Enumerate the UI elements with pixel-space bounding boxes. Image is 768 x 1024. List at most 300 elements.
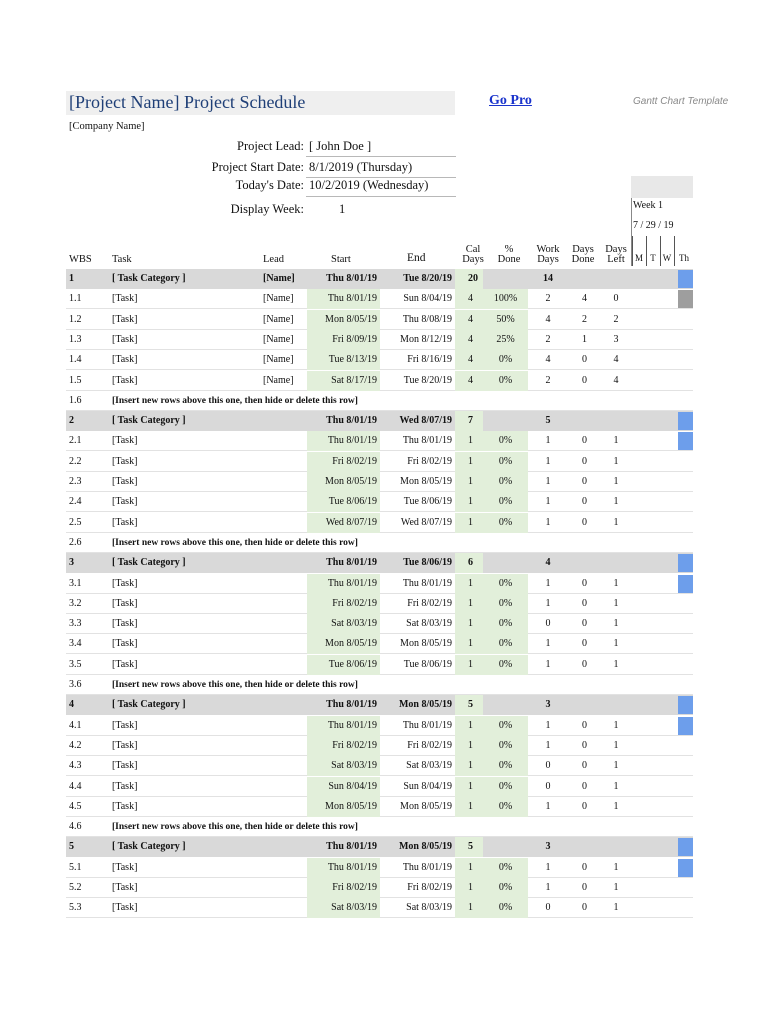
wbs-cell[interactable]: 5.2	[69, 882, 82, 893]
days-left-cell[interactable]: 1	[613, 719, 619, 731]
category-row[interactable]	[66, 269, 693, 289]
wbs-cell[interactable]: 4.4	[69, 780, 82, 792]
lead-cell[interactable]: [Name]	[263, 374, 294, 386]
end-date-cell[interactable]: Mon 8/05/19	[400, 638, 452, 650]
pct-done-cell[interactable]: 25%	[483, 330, 528, 350]
end-date-cell[interactable]: Thu 8/01/19	[402, 719, 452, 731]
days-left-cell[interactable]: 1	[613, 638, 619, 650]
wbs-cell[interactable]: 5.3	[69, 902, 82, 914]
days-left-cell[interactable]: 1	[613, 618, 619, 630]
pct-done-cell[interactable]: 0%	[483, 898, 528, 918]
task-cell[interactable]: [Task]	[112, 638, 138, 650]
start-date-cell[interactable]: Fri 8/09/19	[307, 330, 380, 350]
cal-days-cell[interactable]: 5	[455, 837, 483, 857]
days-left-cell[interactable]: 1	[613, 476, 619, 487]
days-done-cell[interactable]: 0	[582, 861, 587, 873]
end-date-cell[interactable]: Fri 8/02/19	[407, 739, 452, 751]
wbs-cell[interactable]: 3.5	[69, 658, 82, 670]
cal-days-cell[interactable]: 1	[455, 756, 483, 776]
pct-done-cell[interactable]: 0%	[483, 716, 528, 736]
task-cell[interactable]: [Task]	[112, 658, 138, 670]
work-days-cell[interactable]: 1	[545, 476, 551, 487]
lead-cell[interactable]: [Name]	[263, 273, 295, 284]
col-header-end: End	[407, 252, 426, 264]
lead-cell[interactable]: [Name]	[263, 313, 294, 325]
cal-days-cell[interactable]: 20	[455, 269, 483, 289]
end-date-cell[interactable]: Tue 8/06/19	[403, 557, 452, 569]
cal-days-cell[interactable]: 1	[455, 614, 483, 634]
work-days-cell[interactable]: 14	[543, 273, 553, 284]
cal-days-cell[interactable]: 4	[455, 330, 483, 350]
cal-days-cell[interactable]: 1	[455, 452, 483, 472]
task-cell[interactable]: [ Task Category ]	[112, 841, 186, 853]
start-date-cell[interactable]: Thu 8/01/19	[307, 289, 380, 309]
pct-done-cell[interactable]: 0%	[483, 756, 528, 776]
work-days-cell[interactable]: 4	[545, 354, 551, 366]
task-row[interactable]	[66, 310, 693, 330]
start-date-cell[interactable]: Thu 8/01/19	[307, 431, 380, 451]
insert-note-row[interactable]	[66, 817, 693, 837]
wbs-cell[interactable]: 1	[69, 273, 74, 284]
days-left-cell[interactable]: 4	[613, 354, 619, 366]
days-done-cell[interactable]: 0	[582, 902, 587, 914]
days-done-cell[interactable]: 0	[582, 780, 587, 792]
days-left-cell[interactable]: 1	[613, 760, 619, 772]
days-left-cell[interactable]: 1	[613, 780, 619, 792]
work-days-cell[interactable]: 2	[545, 293, 551, 305]
gantt-chart-label: Gantt Chart Template	[633, 96, 729, 107]
insert-note-row[interactable]	[66, 391, 693, 411]
pct-done-cell[interactable]: 0%	[483, 492, 528, 512]
start-date-cell[interactable]: Fri 8/02/19	[307, 594, 380, 614]
work-days-cell[interactable]: 1	[545, 496, 551, 508]
days-left-cell[interactable]: 2	[613, 313, 619, 325]
end-date-cell[interactable]: Tue 8/06/19	[403, 658, 452, 670]
wbs-cell[interactable]: 3.6	[69, 679, 82, 690]
work-days-cell[interactable]: 3	[545, 841, 551, 853]
work-days-cell[interactable]: 1	[545, 577, 551, 589]
cal-days-cell[interactable]: 6	[455, 553, 483, 573]
task-row[interactable]	[66, 452, 693, 472]
task-cell[interactable]: [Task]	[112, 455, 138, 467]
task-cell[interactable]: [Task]	[112, 516, 138, 528]
start-date-cell[interactable]: Sun 8/04/19	[307, 777, 380, 797]
cal-days-cell[interactable]: 1	[455, 858, 483, 878]
days-left-cell[interactable]: 0	[613, 293, 619, 305]
insert-note-row[interactable]	[66, 533, 693, 553]
start-date-cell[interactable]: Sat 8/03/19	[307, 614, 380, 634]
task-row[interactable]	[66, 594, 693, 614]
task-row[interactable]	[66, 614, 693, 634]
start-date-cell[interactable]: Mon 8/05/19	[307, 472, 380, 492]
task-cell[interactable]: [Task]	[112, 313, 138, 325]
days-left-cell[interactable]: 1	[613, 516, 619, 528]
pct-done-cell[interactable]: 0%	[483, 371, 528, 391]
company-name[interactable]: [Company Name]	[69, 121, 145, 132]
task-cell[interactable]: [Task]	[112, 780, 138, 792]
cal-days-cell[interactable]: 1	[455, 513, 483, 533]
work-days-cell[interactable]: 4	[545, 313, 551, 325]
task-cell[interactable]: [Task]	[112, 618, 138, 630]
start-date-cell[interactable]: Sat 8/17/19	[307, 371, 380, 391]
wbs-cell[interactable]: 4.2	[69, 739, 82, 751]
todays-date-value[interactable]: 10/2/2019 (Wednesday)	[309, 178, 429, 192]
task-cell[interactable]: [ Task Category ]	[112, 699, 186, 711]
wbs-cell[interactable]: 4.3	[69, 760, 82, 772]
pct-done-cell[interactable]: 0%	[483, 858, 528, 878]
cal-days-cell[interactable]: 1	[455, 716, 483, 736]
category-row[interactable]	[66, 553, 693, 573]
category-row[interactable]	[66, 695, 693, 715]
wbs-cell[interactable]: 1.2	[69, 313, 82, 325]
cal-days-cell[interactable]: 5	[455, 695, 483, 715]
work-days-cell[interactable]: 1	[545, 882, 551, 893]
work-days-cell[interactable]: 1	[545, 800, 551, 812]
pct-done-cell[interactable]: 0%	[483, 736, 528, 756]
work-days-cell[interactable]: 4	[545, 557, 551, 569]
project-lead-underline	[306, 156, 456, 157]
wbs-cell[interactable]: 1.1	[69, 293, 82, 305]
start-date-cell[interactable]: Sat 8/03/19	[307, 756, 380, 776]
end-date-cell[interactable]: Fri 8/02/19	[407, 882, 452, 893]
wbs-cell[interactable]: 3.4	[69, 638, 82, 650]
days-done-cell[interactable]: 1	[582, 333, 587, 345]
days-left-cell[interactable]: 1	[613, 455, 619, 467]
work-days-cell[interactable]: 1	[545, 719, 551, 731]
wbs-cell[interactable]: 3.3	[69, 618, 82, 630]
wbs-cell[interactable]: 2.5	[69, 516, 82, 528]
gantt-bar	[678, 554, 693, 572]
days-done-cell[interactable]: 0	[582, 455, 587, 467]
end-date-cell[interactable]: Mon 8/05/19	[400, 476, 452, 487]
wbs-cell[interactable]: 1.3	[69, 333, 82, 345]
task-cell[interactable]: [Task]	[112, 333, 138, 345]
pct-done-cell[interactable]: 0%	[483, 878, 528, 898]
cal-days-cell[interactable]: 1	[455, 431, 483, 451]
category-row[interactable]	[66, 837, 693, 857]
days-done-cell[interactable]: 0	[582, 516, 587, 528]
task-row[interactable]	[66, 634, 693, 654]
start-date-cell[interactable]: Thu 8/01/19	[326, 273, 377, 284]
work-days-cell[interactable]: 1	[545, 658, 551, 670]
task-cell[interactable]: [ Task Category ]	[112, 273, 186, 284]
wbs-cell[interactable]: 4	[69, 699, 74, 711]
col-header-pct-done	[493, 245, 525, 265]
work-days-cell[interactable]: 0	[545, 618, 551, 630]
col-header-pct-line2: Done	[497, 254, 521, 265]
cal-days-cell[interactable]: 1	[455, 594, 483, 614]
end-date-cell[interactable]: Fri 8/02/19	[407, 455, 452, 467]
insert-note-cell[interactable]: [Insert new rows above this one, then hide or delete this row]	[112, 822, 358, 833]
wbs-cell[interactable]: 4.6	[69, 821, 82, 833]
cal-days-cell[interactable]: 4	[455, 289, 483, 309]
task-row[interactable]	[66, 777, 693, 797]
start-date-cell[interactable]: Thu 8/01/19	[326, 557, 377, 569]
task-row[interactable]	[66, 756, 693, 776]
task-cell[interactable]: [Task]	[112, 861, 138, 873]
start-date-cell[interactable]: Fri 8/02/19	[307, 878, 380, 898]
work-days-cell[interactable]: 1	[545, 638, 551, 650]
pct-done-cell[interactable]: 0%	[483, 574, 528, 594]
wbs-cell[interactable]: 1.5	[69, 374, 82, 386]
days-done-cell[interactable]: 0	[582, 658, 587, 670]
days-left-cell[interactable]: 1	[613, 861, 619, 873]
wbs-cell[interactable]: 2.3	[69, 476, 82, 487]
task-row[interactable]	[66, 858, 693, 878]
wbs-cell[interactable]: 1.4	[69, 354, 82, 366]
start-date-cell[interactable]: Tue 8/06/19	[307, 655, 380, 675]
task-cell[interactable]: [Task]	[112, 882, 138, 893]
wbs-cell[interactable]: 2.6	[69, 536, 82, 548]
task-cell[interactable]: [ Task Category ]	[112, 415, 186, 427]
work-days-cell[interactable]: 1	[545, 455, 551, 467]
start-date-cell[interactable]: Thu 8/01/19	[326, 699, 377, 711]
col-header-work-line2: Days	[537, 254, 559, 265]
work-days-cell[interactable]: 1	[545, 739, 551, 751]
end-date-cell[interactable]: Fri 8/02/19	[407, 597, 452, 609]
days-done-cell[interactable]: 0	[582, 496, 587, 508]
cal-days-cell[interactable]: 4	[455, 371, 483, 391]
pct-done-cell[interactable]: 100%	[483, 289, 528, 309]
todays-date-underline	[306, 196, 456, 197]
task-row[interactable]	[66, 898, 693, 918]
pct-done-cell[interactable]: 0%	[483, 655, 528, 675]
days-left-cell[interactable]: 1	[613, 577, 619, 589]
days-left-cell[interactable]: 1	[613, 658, 619, 670]
days-left-cell[interactable]: 1	[613, 597, 619, 609]
cal-days-cell[interactable]: 1	[455, 574, 483, 594]
wbs-cell[interactable]: 2.2	[69, 455, 82, 467]
start-date-cell[interactable]: Tue 8/06/19	[307, 492, 380, 512]
end-date-cell[interactable]: Mon 8/12/19	[400, 333, 452, 345]
days-left-cell[interactable]: 1	[613, 496, 619, 508]
insert-note-cell[interactable]: [Insert new rows above this one, then hide or delete this row]	[112, 680, 358, 690]
task-row[interactable]	[66, 736, 693, 756]
pct-done-cell[interactable]: 0%	[483, 594, 528, 614]
task-row[interactable]	[66, 574, 693, 594]
days-left-cell[interactable]: 1	[613, 739, 619, 751]
end-date-cell[interactable]: Sat 8/03/19	[406, 902, 452, 914]
cal-days-cell[interactable]: 1	[455, 472, 483, 492]
wbs-cell[interactable]: 5	[69, 841, 74, 853]
wbs-cell[interactable]: 2.4	[69, 496, 82, 508]
end-date-cell[interactable]: Sun 8/04/19	[403, 293, 452, 305]
cal-days-cell[interactable]: 1	[455, 736, 483, 756]
days-done-cell[interactable]: 0	[582, 882, 587, 893]
days-done-cell[interactable]: 0	[582, 354, 587, 366]
days-left-cell[interactable]: 1	[613, 800, 619, 812]
end-date-cell[interactable]: Tue 8/20/19	[403, 374, 452, 386]
task-cell[interactable]: [Task]	[112, 739, 138, 751]
end-date-cell[interactable]: Mon 8/05/19	[398, 699, 452, 711]
col-header-cal-line2: Days	[462, 254, 484, 265]
days-done-cell[interactable]: 0	[582, 618, 587, 630]
wbs-cell[interactable]: 2	[69, 415, 74, 427]
task-row[interactable]	[66, 655, 693, 675]
lead-cell[interactable]: [Name]	[263, 293, 294, 305]
cal-days-cell[interactable]: 1	[455, 797, 483, 817]
cal-days-cell[interactable]: 7	[455, 411, 483, 431]
days-left-cell[interactable]: 3	[613, 333, 619, 345]
cal-days-cell[interactable]: 1	[455, 655, 483, 675]
pct-done-cell[interactable]: 50%	[483, 310, 528, 330]
wbs-cell[interactable]: 2.1	[69, 435, 82, 447]
task-row[interactable]	[66, 350, 693, 370]
pct-done-cell[interactable]: 0%	[483, 431, 528, 451]
task-row[interactable]	[66, 513, 693, 533]
pct-done-cell[interactable]: 0%	[483, 634, 528, 654]
pct-done-cell[interactable]: 0%	[483, 614, 528, 634]
go-pro-link[interactable]: Go Pro	[489, 93, 532, 108]
lead-cell[interactable]: [Name]	[263, 354, 294, 366]
work-days-cell[interactable]: 0	[545, 780, 551, 792]
work-days-cell[interactable]: 3	[545, 699, 551, 711]
end-date-cell[interactable]: Sun 8/04/19	[403, 780, 452, 792]
pct-done-cell[interactable]: 0%	[483, 452, 528, 472]
task-row[interactable]	[66, 797, 693, 817]
cal-days-cell[interactable]: 1	[455, 878, 483, 898]
work-days-cell[interactable]: 1	[545, 861, 551, 873]
start-date-cell[interactable]: Fri 8/02/19	[307, 452, 380, 472]
task-cell[interactable]: [Task]	[112, 476, 138, 487]
work-days-cell[interactable]: 1	[545, 597, 551, 609]
task-cell[interactable]: [Task]	[112, 902, 138, 914]
task-row[interactable]	[66, 431, 693, 451]
insert-note-cell[interactable]: [Insert new rows above this one, then hide or delete this row]	[112, 537, 358, 548]
start-date-cell[interactable]: Thu 8/01/19	[326, 841, 377, 853]
wbs-cell[interactable]: 3.2	[69, 597, 82, 609]
days-done-cell[interactable]: 4	[582, 293, 587, 305]
wbs-cell[interactable]: 1.6	[69, 394, 82, 406]
days-left-cell[interactable]: 1	[613, 902, 619, 914]
task-row[interactable]	[66, 878, 693, 898]
task-row[interactable]	[66, 330, 693, 350]
end-date-cell[interactable]: Wed 8/07/19	[399, 415, 452, 427]
task-cell[interactable]: [Task]	[112, 435, 138, 447]
end-date-cell[interactable]: Mon 8/05/19	[398, 841, 452, 853]
task-cell[interactable]: [Task]	[112, 293, 138, 305]
cal-days-cell[interactable]: 4	[455, 350, 483, 370]
end-date-cell[interactable]: Tue 8/06/19	[403, 496, 452, 508]
task-cell[interactable]: [Task]	[112, 374, 138, 386]
days-left-cell[interactable]: 4	[613, 374, 619, 386]
wbs-cell[interactable]: 3	[69, 557, 74, 569]
days-done-cell[interactable]: 0	[582, 435, 587, 447]
wbs-cell[interactable]: 3.1	[69, 577, 82, 589]
task-cell[interactable]: [Task]	[112, 496, 138, 508]
task-cell[interactable]: [Task]	[112, 354, 138, 366]
end-date-cell[interactable]: Thu 8/01/19	[402, 577, 452, 589]
cal-days-cell[interactable]: 4	[455, 310, 483, 330]
start-date-cell[interactable]: Mon 8/05/19	[307, 310, 380, 330]
work-days-cell[interactable]: 0	[545, 902, 551, 914]
start-date-cell[interactable]: Thu 8/01/19	[326, 415, 377, 427]
start-date-cell[interactable]: Sat 8/03/19	[307, 898, 380, 918]
work-days-cell[interactable]: 0	[545, 760, 551, 772]
insert-note-cell[interactable]: [Insert new rows above this one, then hide or delete this row]	[112, 395, 358, 406]
start-date-cell[interactable]: Thu 8/01/19	[307, 858, 380, 878]
start-date-cell[interactable]: Tue 8/13/19	[307, 350, 380, 370]
work-days-cell[interactable]: 2	[545, 374, 551, 386]
display-week-value[interactable]: 1	[339, 202, 346, 216]
start-date-cell[interactable]: Thu 8/01/19	[307, 716, 380, 736]
wbs-cell[interactable]: 5.1	[69, 861, 82, 873]
lead-cell[interactable]: [Name]	[263, 333, 294, 345]
end-date-cell[interactable]: Tue 8/20/19	[403, 273, 452, 284]
pct-done-cell[interactable]: 0%	[483, 513, 528, 533]
end-date-cell[interactable]: Sat 8/03/19	[406, 760, 452, 772]
task-cell[interactable]: [Task]	[112, 577, 138, 589]
pct-done-cell[interactable]: 0%	[483, 350, 528, 370]
gantt-bar	[678, 432, 693, 450]
days-done-cell[interactable]: 0	[582, 739, 587, 751]
days-done-cell[interactable]: 2	[582, 313, 587, 325]
end-date-cell[interactable]: Thu 8/01/19	[402, 435, 452, 447]
end-date-cell[interactable]: Fri 8/16/19	[407, 354, 452, 366]
project-start-value[interactable]: 8/1/2019 (Thursday)	[309, 160, 413, 174]
end-date-cell[interactable]: Mon 8/05/19	[400, 800, 452, 812]
gantt-bar	[678, 859, 693, 877]
days-done-cell[interactable]: 0	[582, 800, 587, 812]
pct-done-cell[interactable]: 0%	[483, 777, 528, 797]
end-date-cell[interactable]: Sat 8/03/19	[406, 618, 452, 630]
days-done-cell[interactable]: 0	[582, 719, 587, 731]
pct-done-cell[interactable]: 0%	[483, 472, 528, 492]
task-cell[interactable]: [Task]	[112, 597, 138, 609]
task-row[interactable]	[66, 472, 693, 492]
end-date-cell[interactable]: Thu 8/01/19	[402, 861, 452, 873]
days-done-cell[interactable]: 0	[582, 638, 587, 650]
end-date-cell[interactable]: Thu 8/08/19	[402, 313, 452, 325]
work-days-cell[interactable]: 1	[545, 435, 551, 447]
days-left-cell[interactable]: 1	[613, 435, 619, 447]
days-left-cell[interactable]: 1	[613, 882, 619, 893]
cal-days-cell[interactable]: 1	[455, 898, 483, 918]
task-row[interactable]	[66, 716, 693, 736]
days-done-cell[interactable]: 0	[582, 597, 587, 609]
work-days-cell[interactable]: 5	[545, 415, 551, 427]
cal-days-cell[interactable]: 1	[455, 634, 483, 654]
days-done-cell[interactable]: 0	[582, 374, 587, 386]
pct-done-cell[interactable]: 0%	[483, 797, 528, 817]
project-lead-value[interactable]: [ John Doe ]	[309, 139, 372, 153]
start-date-cell[interactable]: Fri 8/02/19	[307, 736, 380, 756]
days-done-cell[interactable]: 0	[582, 760, 587, 772]
task-row[interactable]	[66, 492, 693, 512]
insert-note-row[interactable]	[66, 675, 693, 695]
work-days-cell[interactable]: 2	[545, 333, 551, 345]
cal-days-cell[interactable]: 1	[455, 777, 483, 797]
cal-days-cell[interactable]: 1	[455, 492, 483, 512]
start-date-cell[interactable]: Thu 8/01/19	[307, 574, 380, 594]
task-cell[interactable]: [Task]	[112, 719, 138, 731]
task-row[interactable]	[66, 289, 693, 309]
end-date-cell[interactable]: Wed 8/07/19	[400, 516, 452, 528]
wbs-cell[interactable]: 4.5	[69, 800, 82, 812]
task-row[interactable]	[66, 371, 693, 391]
task-cell[interactable]: [Task]	[112, 800, 138, 812]
task-cell[interactable]: [ Task Category ]	[112, 557, 186, 569]
task-cell[interactable]: [Task]	[112, 760, 138, 772]
days-done-cell[interactable]: 0	[582, 476, 587, 487]
wbs-cell[interactable]: 4.1	[69, 719, 82, 731]
category-row[interactable]	[66, 411, 693, 431]
start-date-cell[interactable]: Mon 8/05/19	[307, 797, 380, 817]
days-done-cell[interactable]: 0	[582, 577, 587, 589]
work-days-cell[interactable]: 1	[545, 516, 551, 528]
start-date-cell[interactable]: Mon 8/05/19	[307, 634, 380, 654]
start-date-cell[interactable]: Wed 8/07/19	[307, 513, 380, 533]
